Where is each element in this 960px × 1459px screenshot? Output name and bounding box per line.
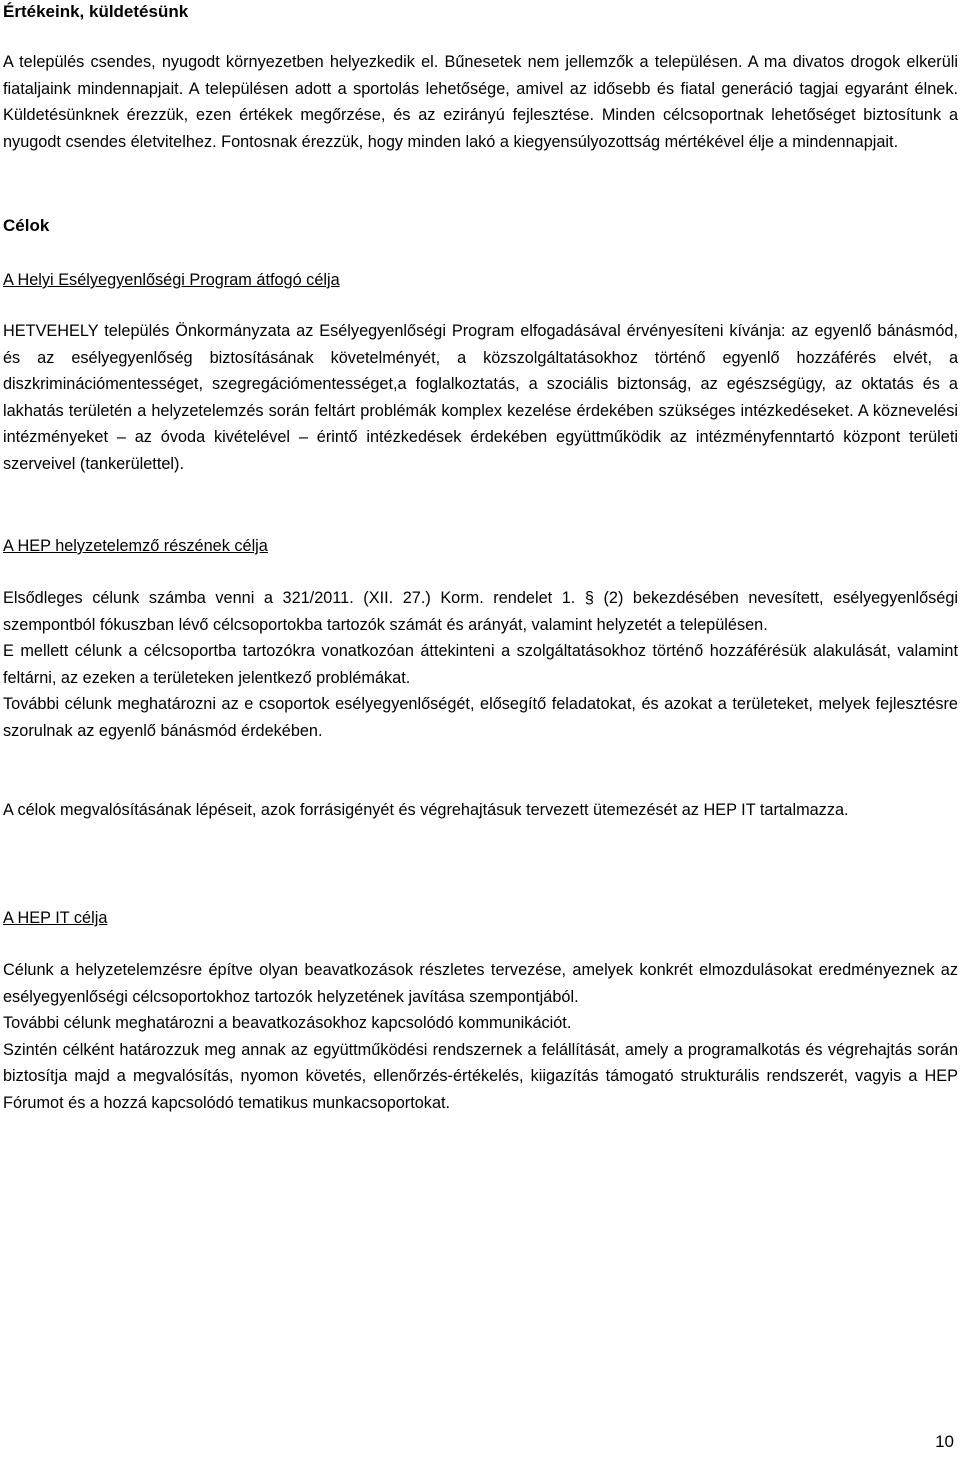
heading-values-mission: Értékeink, küldetésünk	[3, 2, 189, 21]
paragraph-further-goal: További célunk meghatározni az e csoportok esélyegyenlőségét, elősegítő feladatokat, és azokat a területeket, melyek fejlesztésre szorulnak az egyenlő bánásmód érdekében.	[3, 695, 958, 740]
paragraph-overall-goal: HETVEHELY település Önkormányzata az Esélyegyenlőségi Program elfogadásával érvényesíteni kívánja: az egyenlő bánásmód, és az esélyegyenlőség biztosításának követelményét, a közszolgáltatásokhoz történő egyenlő hozzáférés elvét, a diszkriminációmentességet, szegregációmentességet,a foglalkoztatás, a szociális biztonság, az egészségügy, az oktatás és a lakhatás területén a helyzetelemzés során feltárt problémák komplex kezelése érdekében szükséges intézkedéseket. A köznevelési intézményeket – az óvoda kivételével – érintő intézkedések érdekében együttműködik az intézményfenntartó központ területi szerveivel (tankerülettel).	[3, 322, 958, 473]
paragraph-values-mission: A település csendes, nyugodt környezetben helyezkedik el. Bűnesetek nem jellemzők a településen. A ma divatos drogok elkerüli fiataljaink mindennapjait. A településen adott a sportolás lehetősége, amivel az idősebb és fiatal generáció tagjai egyaránt élnek. Küldetésünknek érezzük, ezen értékek megőrzése, és az ezirányú fejlesztése. Minden célcsoportnak lehetőséget biztosítunk a nyugodt csendes életvitelhez. Fontosnak érezzük, hogy minden lakó a kiegyensúlyozottság mértékével élje a mindennapjait.	[3, 53, 958, 151]
page-number: 10	[935, 1432, 954, 1451]
paragraph-hep-it-goal: Célunk a helyzetelemzésre építve olyan beavatkozások részletes tervezése, amelyek konkrét elmozdulásokat eredményeznek az esélyegyenlőségi célcsoportokhoz tartozók helyzetének javítása szempontjából.	[3, 961, 958, 1006]
paragraph-primary-goal: Elsődleges célunk számba venni a 321/2011. (XII. 27.) Korm. rendelet 1. § (2) bekezdésében nevesített, esélyegyenlőségi szempontból fókuszban lévő célcsoportokba tartozók számát és arányát, valamint helyzetét a településen.	[3, 589, 958, 634]
subheading-situation-analysis-goal: A HEP helyzetelemző részének célja	[3, 537, 268, 555]
paragraph-communication: További célunk meghatározni a beavatkozásokhoz kapcsolódó kommunikációt.	[3, 1014, 572, 1033]
paragraph-implementation-steps: A célok megvalósításának lépéseit, azok forrásigényét és végrehajtásuk tervezett ütemezését az HEP IT tartalmazza.	[3, 801, 849, 819]
subheading-overall-goal: A Helyi Esélyegyenlőségi Program átfogó célja	[3, 271, 340, 289]
subheading-hep-it-goal: A HEP IT célja	[3, 909, 108, 927]
paragraph-access-review: E mellett célunk a célcsoportba tartozókra vonatkozóan áttekinteni a szolgáltatásokhoz történő hozzáférésük alakulását, valamint feltárni, az ezeken a területeken jelentkező problémákat.	[3, 642, 958, 687]
heading-goals: Célok	[3, 216, 50, 235]
paragraph-cooperation-system: Szintén célként határozzuk meg annak az együttműködési rendszernek a felállítását, amely a programalkotás és végrehajtás során biztosítja majd a megvalósítás, nyomon követés, ellenőrzés-értékelés, kiigazítás támogató strukturális rendszerét, vagyis a HEP Fórumot és a hozzá kapcsolódó tematikus munkacsoportokat.	[3, 1040, 958, 1112]
section-values-mission	[3, 2, 958, 22]
